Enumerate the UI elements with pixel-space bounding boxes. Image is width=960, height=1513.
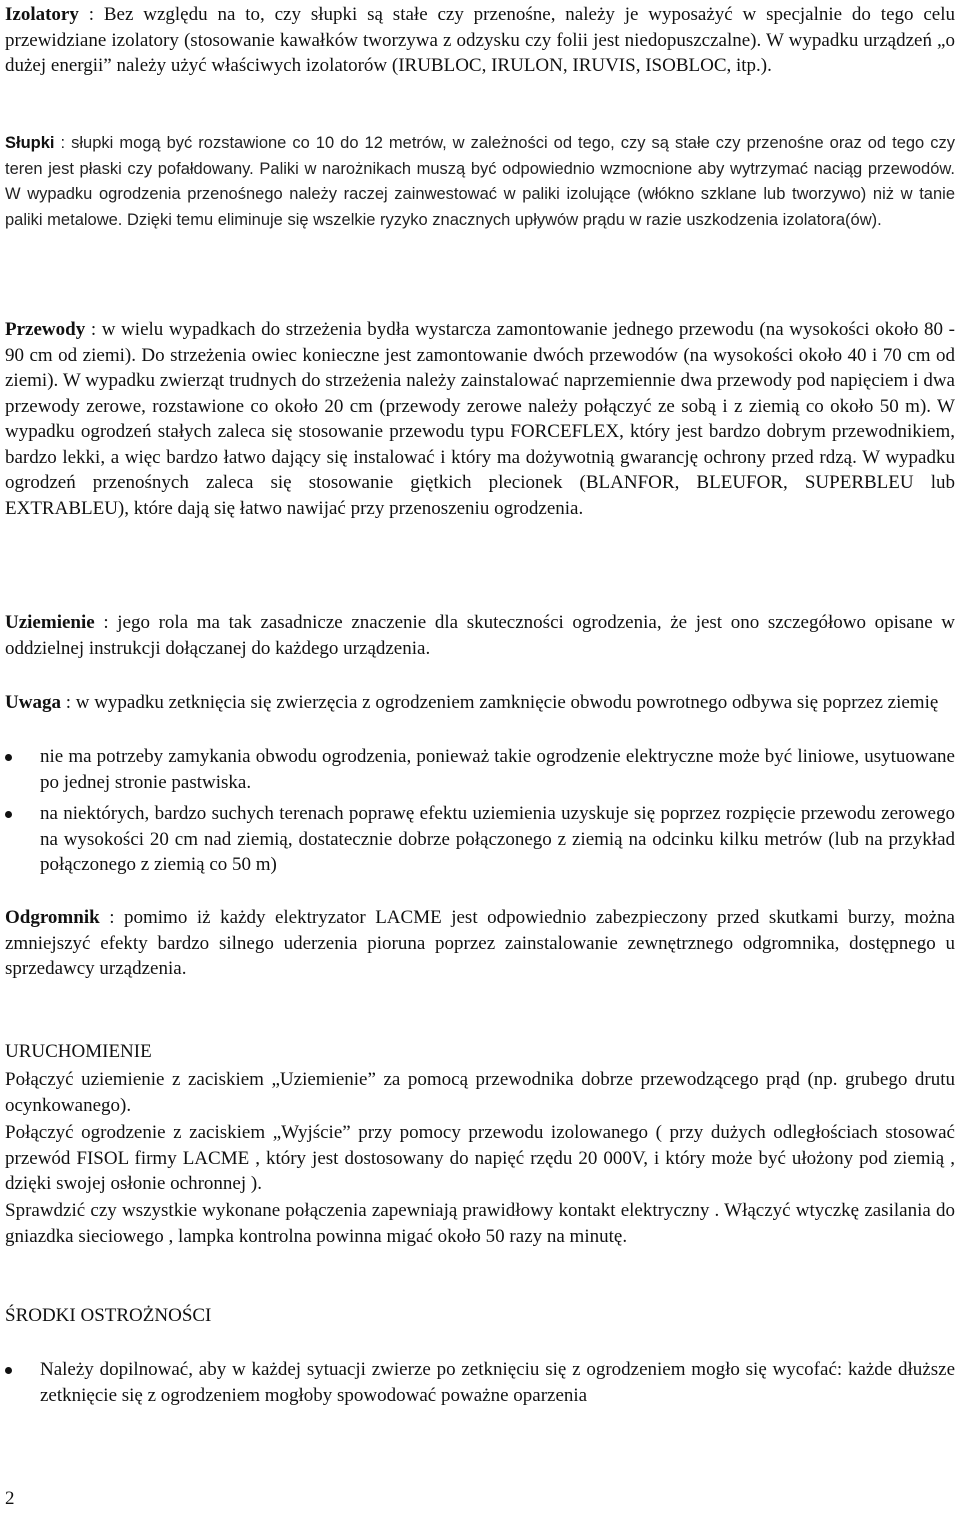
paragraph-slupki bbox=[5, 131, 955, 233]
text-przewody: : w wielu wypadkach do strzeżenia bydła wystarcza zamontowanie jednego przewodu (na wysokości około 80 - 90 cm od ziemi). Do strzeżenia owiec konieczne jest zamontowanie dwóch przewodów (na wysokości około 40 i 70 cm od ziemi). W wypadku zwierząt trudnych do strzeżenia należy zainstalować naprzemiennie dwa przewody pod napięciem i dwa przewody zerowe, rozstawione co około 20 cm (przewody zerowe należy połączyć ze sobą i z ziemią co około 50 m). W wypadku ogrodzeń stałych zaleca się stosowanie przewodu typu FORCEFLEX, który jest bardzo dobrym przewodnikiem, bardzo lekki, a więc bardzo łatwo dający się instalować i który ma dożywotnią gwarancję ochrony przed rdzą. W wypadku ogrodzeń przenośnych zaleca się stosowanie giętkich plecionek (BLANFOR, BLEUFOR, SUPERBLEU lub EXTRABLEU), które dają się łatwo nawijać przy przenoszeniu ogrodzenia. bbox=[5, 319, 955, 519]
page-number: 2 bbox=[5, 1488, 15, 1509]
label-odgromnik: Odgromnik bbox=[5, 907, 100, 928]
list-item bbox=[5, 801, 955, 878]
heading-uruchomienie: URUCHOMIENIE bbox=[5, 1041, 152, 1062]
bullet-text: Należy dopilnować, aby w każdej sytuacji zwierze po zetknięciu się z ogrodzeniem mogło się wycofać: każde dłuższe zetknięcie się z ogrodzeniem mogłoby spowodować poważne oparzenia bbox=[40, 1359, 955, 1406]
text-slupki: : słupki mogą być rozstawione co 10 do 12 metrów, w zależności od tego, czy są stałe czy przenośne oraz od tego czy teren jest płaski czy pofałdowany. Paliki w narożnikach muszą być odpowiednio wzmocnione aby wytrzymać naciąg przewodów. W wypadku ogrodzenia przenośnego należy raczej zainwestować w paliki izolujące (włókno szklane lub tworzywo) niż w tanie paliki metalowe. Dzięki temu eliminuje się wszelkie ryzyko znacznych upływów prądu w razie uszkodzenia izolatora(ów). bbox=[5, 134, 955, 229]
uwaga-bullet-list bbox=[5, 744, 955, 884]
paragraph-uruchomienie-1: Połączyć uziemienie z zaciskiem „Uziemienie” za pomocą przewodnika dobrze przewodzącego prąd (np. grubego drutu ocynkowanego). bbox=[5, 1069, 955, 1116]
list-item bbox=[5, 744, 955, 795]
label-przewody: Przewody bbox=[5, 319, 86, 340]
bullet-icon bbox=[5, 1367, 12, 1374]
paragraph-przewody bbox=[5, 317, 955, 521]
text-izolatory: : Bez względu na to, czy słupki są stałe czy przenośne, należy je wyposażyć w specjalnie do tego celu przewidziane izolatory (stosowanie kawałków tworzywa z odzysku czy folii jest niedopuszczalne). W wypadku urządzeń „o dużej energii” należy użyć właściwych izolatorów (IRUBLOC, IRULON, IRUVIS, ISOBLOC, itp.). bbox=[5, 4, 955, 76]
bullet-text: nie ma potrzeby zamykania obwodu ogrodzenia, ponieważ takie ogrodzenie elektryczne może być liniowe, usytuowane po jednej stronie pastwiska. bbox=[40, 746, 955, 793]
label-izolatory: Izolatory bbox=[5, 4, 79, 25]
paragraph-odgromnik bbox=[5, 905, 955, 982]
text-uwaga: : w wypadku zetknięcia się zwierzęcia z ogrodzeniem zamknięcie obwodu powrotnego odbywa się poprzez ziemię bbox=[60, 692, 939, 713]
paragraph-uziemienie bbox=[5, 610, 955, 661]
label-uziemienie: Uziemienie bbox=[5, 612, 95, 633]
bullet-icon bbox=[5, 811, 12, 818]
heading-srodki-ostroznosci: ŚRODKI OSTROŻNOŚCI bbox=[5, 1305, 212, 1326]
document-page bbox=[5, 0, 955, 1513]
paragraph-uruchomienie-3: Sprawdzić czy wszystkie wykonane połączenia zapewniają prawidłowy kontakt elektryczny . Włączyć wtyczkę zasilania do gniazdka sieciowego , lampka kontrolna powinna migać około 50 razy na minutę. bbox=[5, 1200, 955, 1247]
label-slupki: Słupki bbox=[5, 134, 55, 152]
paragraph-uwaga bbox=[5, 690, 955, 716]
bullet-icon bbox=[5, 754, 12, 761]
srodki-bullet-list bbox=[5, 1357, 955, 1414]
text-uziemienie: : jego rola ma tak zasadnicze znaczenie dla skuteczności ogrodzenia, że jest ono szczegółowo opisane w oddzielnej instrukcji dołączanej do każdego urządzenia. bbox=[5, 612, 955, 659]
label-uwaga: Uwaga bbox=[5, 692, 61, 713]
paragraph-izolatory bbox=[5, 2, 955, 79]
bullet-text: na niektórych, bardzo suchych terenach poprawę efektu uziemienia uzyskuje się poprzez rozpięcie przewodu zerowego na wysokości 20 cm nad ziemią, dostatecznie dobrze połączonego z ziemią na odcinku kilku metrów (lub na przykład połączonego z ziemią co 50 m) bbox=[40, 803, 955, 875]
list-item bbox=[5, 1357, 955, 1408]
paragraph-uruchomienie-2: Połączyć ogrodzenie z zaciskiem „Wyjście” przy pomocy przewodu izolowanego ( przy dużych odległościach stosować przewód FISOL firmy LACME , który jest dostosowany do napięć rzędu 20 000V, i który może być ułożony pod ziemią , dzięki swojej osłonie ochronnej ). bbox=[5, 1122, 955, 1194]
text-odgromnik: : pomimo iż każdy elektryzator LACME jest odpowiednio zabezpieczony przed skutkami burzy, można zmniejszyć efekty bardzo silnego uderzenia pioruna poprzez zainstalowanie zewnętrznego odgromnika, dostępnego u sprzedawcy urządzenia. bbox=[5, 907, 955, 979]
